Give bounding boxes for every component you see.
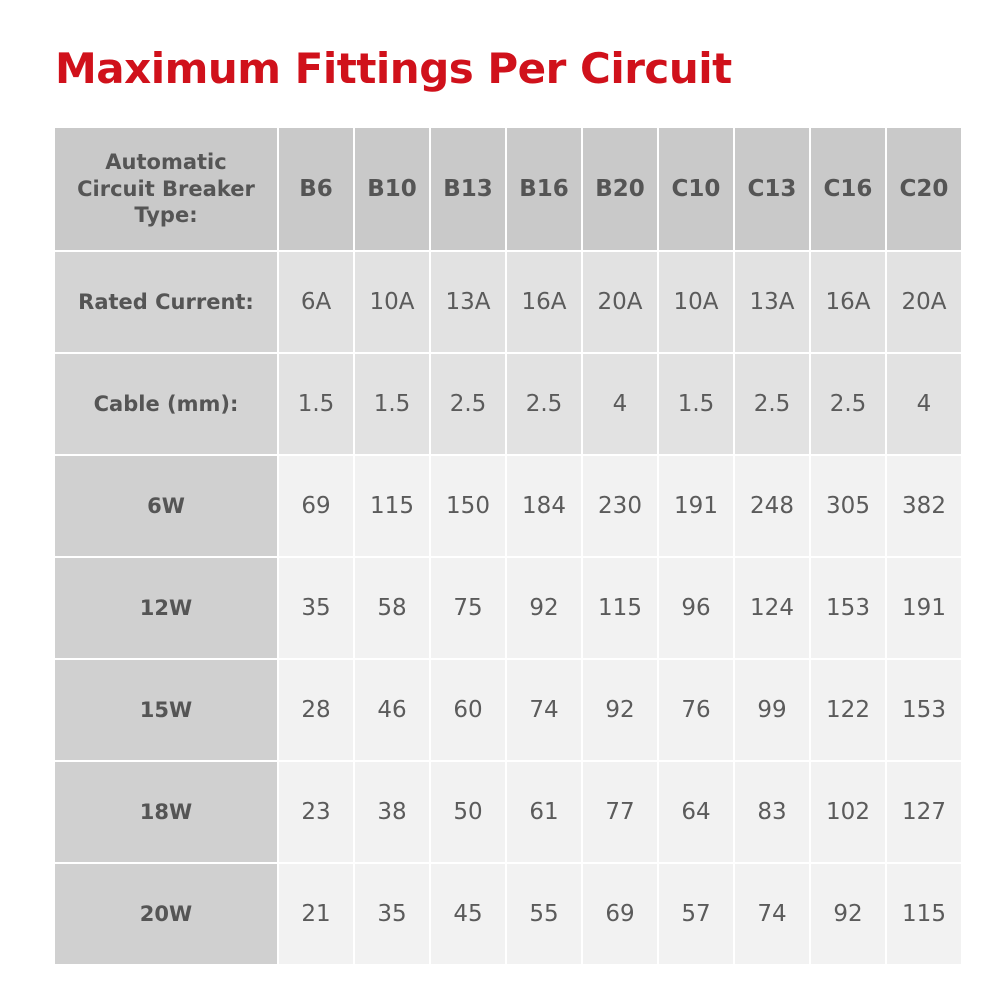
cell-18w-b13: 50 [431, 762, 505, 862]
cell-cable-b13: 2.5 [431, 354, 505, 454]
cell-rated-current-c10: 10A [659, 252, 733, 352]
cell-18w-b6: 23 [279, 762, 353, 862]
table-row [55, 456, 961, 556]
cell-15w-c20: 153 [887, 660, 961, 760]
cell-18w-c10: 64 [659, 762, 733, 862]
table-row [55, 252, 961, 352]
cell-15w-b16: 74 [507, 660, 581, 760]
column-header-b20: B20 [583, 128, 657, 250]
column-header-c20: C20 [887, 128, 961, 250]
cell-20w-b6: 21 [279, 864, 353, 964]
cell-20w-c20: 115 [887, 864, 961, 964]
cell-18w-c16: 102 [811, 762, 885, 862]
cell-18w-b16: 61 [507, 762, 581, 862]
cell-12w-b10: 58 [355, 558, 429, 658]
fittings-table-container [53, 126, 947, 966]
cell-cable-b20: 4 [583, 354, 657, 454]
cell-15w-b13: 60 [431, 660, 505, 760]
cell-15w-b20: 92 [583, 660, 657, 760]
cell-15w-c10: 76 [659, 660, 733, 760]
cell-6w-b16: 184 [507, 456, 581, 556]
cell-cable-b10: 1.5 [355, 354, 429, 454]
cell-15w-c16: 122 [811, 660, 885, 760]
cell-12w-b20: 115 [583, 558, 657, 658]
cell-20w-c16: 92 [811, 864, 885, 964]
row-label-18w: 18W [55, 762, 277, 862]
cell-rated-current-c16: 16A [811, 252, 885, 352]
cell-cable-b16: 2.5 [507, 354, 581, 454]
cell-12w-b16: 92 [507, 558, 581, 658]
header-row-label: Automatic Circuit Breaker Type: [55, 128, 277, 250]
table-row [55, 864, 961, 964]
cell-cable-c16: 2.5 [811, 354, 885, 454]
cell-6w-c20: 382 [887, 456, 961, 556]
row-label-6w: 6W [55, 456, 277, 556]
cell-6w-b6: 69 [279, 456, 353, 556]
column-header-b13: B13 [431, 128, 505, 250]
cell-rated-current-b13: 13A [431, 252, 505, 352]
cell-rated-current-b10: 10A [355, 252, 429, 352]
cell-12w-c13: 124 [735, 558, 809, 658]
cell-18w-b10: 38 [355, 762, 429, 862]
column-header-c16: C16 [811, 128, 885, 250]
column-header-b16: B16 [507, 128, 581, 250]
cell-15w-c13: 99 [735, 660, 809, 760]
cell-20w-b20: 69 [583, 864, 657, 964]
cell-12w-b6: 35 [279, 558, 353, 658]
cell-6w-b13: 150 [431, 456, 505, 556]
cell-12w-b13: 75 [431, 558, 505, 658]
table-row [55, 762, 961, 862]
column-header-c10: C10 [659, 128, 733, 250]
cell-cable-c13: 2.5 [735, 354, 809, 454]
cell-20w-b13: 45 [431, 864, 505, 964]
row-label-cable: Cable (mm): [55, 354, 277, 454]
cell-6w-c13: 248 [735, 456, 809, 556]
page-title: Maximum Fittings Per Circuit [55, 44, 732, 93]
fittings-table [53, 126, 963, 966]
table-row [55, 660, 961, 760]
cell-6w-b10: 115 [355, 456, 429, 556]
cell-cable-b6: 1.5 [279, 354, 353, 454]
row-label-20w: 20W [55, 864, 277, 964]
cell-cable-c20: 4 [887, 354, 961, 454]
cell-20w-b16: 55 [507, 864, 581, 964]
cell-20w-c13: 74 [735, 864, 809, 964]
cell-cable-c10: 1.5 [659, 354, 733, 454]
cell-rated-current-b6: 6A [279, 252, 353, 352]
cell-rated-current-c20: 20A [887, 252, 961, 352]
cell-rated-current-c13: 13A [735, 252, 809, 352]
cell-20w-b10: 35 [355, 864, 429, 964]
table-row [55, 354, 961, 454]
cell-rated-current-b16: 16A [507, 252, 581, 352]
cell-12w-c20: 191 [887, 558, 961, 658]
column-header-c13: C13 [735, 128, 809, 250]
cell-12w-c10: 96 [659, 558, 733, 658]
cell-rated-current-b20: 20A [583, 252, 657, 352]
cell-15w-b6: 28 [279, 660, 353, 760]
cell-15w-b10: 46 [355, 660, 429, 760]
row-label-15w: 15W [55, 660, 277, 760]
cell-18w-b20: 77 [583, 762, 657, 862]
column-header-b10: B10 [355, 128, 429, 250]
cell-6w-b20: 230 [583, 456, 657, 556]
cell-18w-c13: 83 [735, 762, 809, 862]
row-label-12w: 12W [55, 558, 277, 658]
column-header-b6: B6 [279, 128, 353, 250]
cell-20w-c10: 57 [659, 864, 733, 964]
cell-6w-c16: 305 [811, 456, 885, 556]
cell-6w-c10: 191 [659, 456, 733, 556]
cell-18w-c20: 127 [887, 762, 961, 862]
row-label-rated-current: Rated Current: [55, 252, 277, 352]
table-row [55, 558, 961, 658]
table-header-row [55, 128, 961, 250]
cell-12w-c16: 153 [811, 558, 885, 658]
